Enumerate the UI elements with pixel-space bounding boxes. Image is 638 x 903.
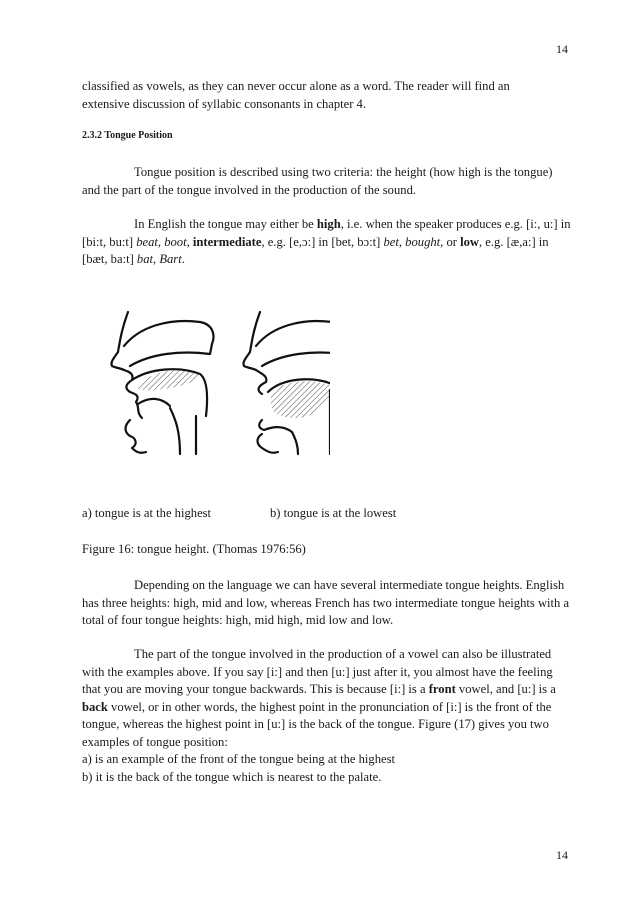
p2-sep-1: , (157, 234, 165, 249)
term-intermediate: intermediate (192, 234, 262, 249)
paragraph-3 (82, 577, 572, 630)
p2-text-2: , i.e. when the speaker produces e.g. [i:, u:] in [bi:t, bu:t] (82, 217, 571, 249)
p4-text-3: vowel, or in other words, the highest point in the pronunciation of [i:] is the front of the tongue, whereas the highest point in [u:] is the back of the tongue. Figure (17) gives you two examples of tongue position: (82, 699, 552, 749)
p2-sep-3: , (398, 234, 406, 249)
example-bart: Bart (159, 252, 182, 266)
p2-sep-4: , (153, 252, 160, 266)
intro-paragraph (82, 78, 572, 113)
figure-sublabels (82, 506, 396, 521)
paragraph-1-text: Tongue position is described using two criteria: the height (how high is the tongue) and the part of the tongue involved in the production of the sound. (82, 165, 553, 197)
section-heading: 2.3.2 Tongue Position (82, 130, 173, 141)
p2-text-1: In English the tongue may either be (134, 217, 317, 231)
figure-caption: Figure 16: tongue height. (Thomas 1976:56) (82, 542, 306, 556)
paragraph-1 (82, 164, 572, 199)
page-number-bottom: 14 (556, 848, 568, 862)
paragraph-3-text: Depending on the language we can have several intermediate tongue heights. English has three heights: high, mid and low, whereas French has two intermediate tongue heights with a total of four tongue heights: high, mid high, mid low and low. (82, 578, 570, 627)
p2-text-6: . (181, 252, 185, 266)
example-bat: bat (136, 252, 154, 266)
p4-text-1: The part of the tongue involved in the production of a vowel can also be illustrated with the examples above. If you say [i:] and then [u:] just after it, you almost have the feeling that you are moving your tongue backwards. This is because [i:] is a (82, 647, 553, 696)
intro-line-1: classified as vowels, as they can never occur alone as a word. The reader will find an (82, 79, 510, 93)
term-front: front (428, 682, 456, 696)
term-low: low (460, 234, 479, 249)
example-boot: boot (164, 234, 187, 249)
term-back: back (82, 699, 108, 714)
p4-text-2: vowel, and [u:] is a (455, 682, 556, 696)
example-beat: beat (136, 234, 158, 249)
figure-label-a: a) tongue is at the highest (82, 506, 212, 520)
paragraph-2-text (82, 216, 572, 269)
p2-text-4: , or (440, 234, 461, 249)
p2-text-3: , e.g. [e,ɔ:] in [bet, bɔ:t] (261, 234, 384, 249)
list-item-b: b) it is the back of the tongue which is nearest to the palate. (82, 769, 382, 784)
vocal-tract-drawings (100, 308, 330, 458)
paragraph-4 (82, 646, 572, 786)
figure-label-b: b) tongue is at the lowest (270, 506, 397, 520)
example-bet: bet (383, 234, 399, 249)
p2-sep-2: , (186, 234, 193, 249)
paragraph-4-text (82, 646, 572, 751)
intro-line-2: extensive discussion of syllabic consonants in chapter 4. (82, 96, 366, 111)
p2-text-5: , e.g. [æ,a:] in [bæt, ba:t] (82, 234, 549, 266)
paragraph-2 (82, 216, 572, 269)
tongue-height-figure (100, 308, 330, 458)
tongue-hatch-b (271, 381, 330, 418)
term-high: high (316, 217, 341, 231)
page-number-top: 14 (556, 42, 568, 56)
example-bought: bought (405, 234, 441, 249)
list-item-a: a) is an example of the front of the tongue being at the highest (82, 752, 395, 766)
